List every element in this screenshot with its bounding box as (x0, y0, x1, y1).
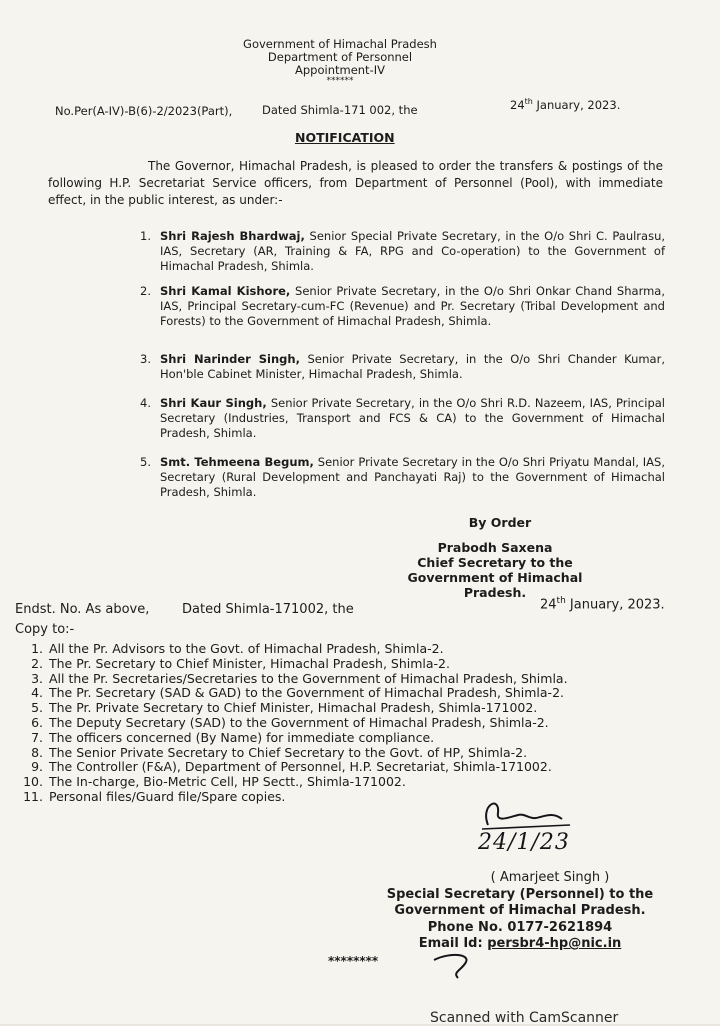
endorsement-number: Endst. No. As above, (15, 602, 150, 617)
copy-to-label: Copy to:- (15, 622, 75, 637)
signatory-government: Government of Himachal Pradesh. (407, 570, 583, 600)
list-item: 10. The In-charge, Bio-Metric Cell, HP Sectt., Shimla-171002. (23, 774, 406, 790)
list-item: 6. The Deputy Secretary (SAD) to the Government of Himachal Pradesh, Shimla-2. (31, 714, 549, 730)
header-government: Government of Himachal Pradesh (243, 37, 437, 51)
list-item: 9. The Controller (F&A), Department of Personnel, H.P. Secretariat, Shimla-171002. (31, 759, 552, 775)
list-item: 5. The Pr. Private Secretary to Chief Minister, Himachal Pradesh, Shimla-171002. (31, 700, 538, 716)
list-item: 1. All the Pr. Advisors to the Govt. of Himachal Pradesh, Shimla-2. (31, 641, 444, 656)
letterhead (210, 38, 470, 86)
signatory-designation: Chief Secretary to the (417, 555, 573, 570)
officer-government: Government of Himachal Pradesh. (394, 903, 646, 918)
header-department: Department of Personnel (267, 50, 413, 64)
signatory-name: Prabodh Saxena (437, 540, 553, 555)
officer-signature-block (380, 870, 660, 953)
endorsement-dated: Dated Shimla-171002, the (182, 602, 354, 617)
reference-number: No.Per(A-IV)-B(6)-2/2023(Part), (55, 104, 233, 118)
initial-scribble (430, 950, 490, 980)
header-stars: ****** (326, 76, 354, 86)
list-item: 4. The Pr. Secretary (SAD & GAD) to the Government of Himachal Pradesh, Shimla-2. (31, 685, 564, 701)
scanner-footer: Scanned with CamScanner (430, 1010, 619, 1026)
officer-email: Email Id: persbr4-hp@nic.in (418, 936, 622, 951)
list-item: 8. The Senior Private Secretary to Chief Secretary to the Govt. of HP, Shimla-2. (31, 744, 528, 760)
officer-name: ( Amarjeet Singh ) (490, 870, 610, 885)
notification-title: NOTIFICATION (295, 130, 395, 145)
endorsement-date: 24th January, 2023. (540, 596, 665, 613)
by-order: By Order (468, 515, 532, 530)
officer-phone: Phone No. 0177-2621894 (427, 919, 613, 935)
order-item: 1. Shri Rajesh Bhardwaj, Senior Special Private Secretary, in the O/o Shri C. Paulrasu, IAS, Secretary (AR, Training & FA, RPG and Co-operation) to the Government of Himachal Pradesh, Shimla. (140, 229, 666, 273)
order-item: 4. Shri Kaur Singh, Senior Private Secretary, in the O/o Shri R.D. Nazeem, IAS, Principal Secretary (Industries, Transport and FCS & CA) to the Government of Himachal Pradesh, Shimla. (140, 396, 665, 440)
list-item: 7. The officers concerned (By Name) for immediate compliance. (31, 729, 435, 745)
header-section: Appointment-IV (295, 63, 385, 77)
email-link[interactable]: persbr4-hp@nic.in (487, 936, 622, 951)
officer-designation: Special Secretary (Personnel) to the (386, 886, 654, 902)
list-item: 3. All the Pr. Secretaries/Secretaries to the Government of Himachal Pradesh, Shimla. (31, 670, 568, 686)
reference-date: 24th January, 2023. (510, 97, 621, 112)
order-item: 2. Shri Kamal Kishore, Senior Private Secretary, in the O/o Shri Onkar Chand Sharma, IAS, Principal Secretary-cum-FC (Revenue) and Pr. Secretary (Tribal Development and Forests) to the Government of Himachal Pradesh, Shimla. (140, 284, 665, 328)
order-item: 3. Shri Narinder Singh, Senior Private Secretary, in the O/o Shri Chander Kumar, Hon'ble Cabinet Minister, Himachal Pradesh, Shimla. (140, 352, 665, 381)
handwritten-date: 24/1/23 (478, 830, 570, 855)
end-stars: ******** (328, 954, 379, 968)
list-item: 2. The Pr. Secretary to Chief Minister, Himachal Pradesh, Shimla-2. (31, 655, 450, 671)
list-item: 11. Personal files/Guard file/Spare copies. (23, 788, 286, 804)
signatory-block (380, 540, 610, 600)
copy-list (15, 642, 568, 805)
intro-paragraph: The Governor, Himachal Pradesh, is pleased to order the transfers & postings of the following H.P. Secretariat Service officers, from Department of Personnel (Pool), with immediate effect, in the public interest, as under:- (48, 159, 663, 207)
order-item: 5. Smt. Tehmeena Begum, Senior Private Secretary in the O/o Shri Priyatu Mandal, IAS, Secretary (Rural Development and Panchayati Raj) to the Government of Himachal Pradesh, Shimla. (140, 455, 665, 499)
handwritten-signature (470, 795, 580, 835)
reference-dated: Dated Shimla-171 002, the (262, 103, 418, 117)
